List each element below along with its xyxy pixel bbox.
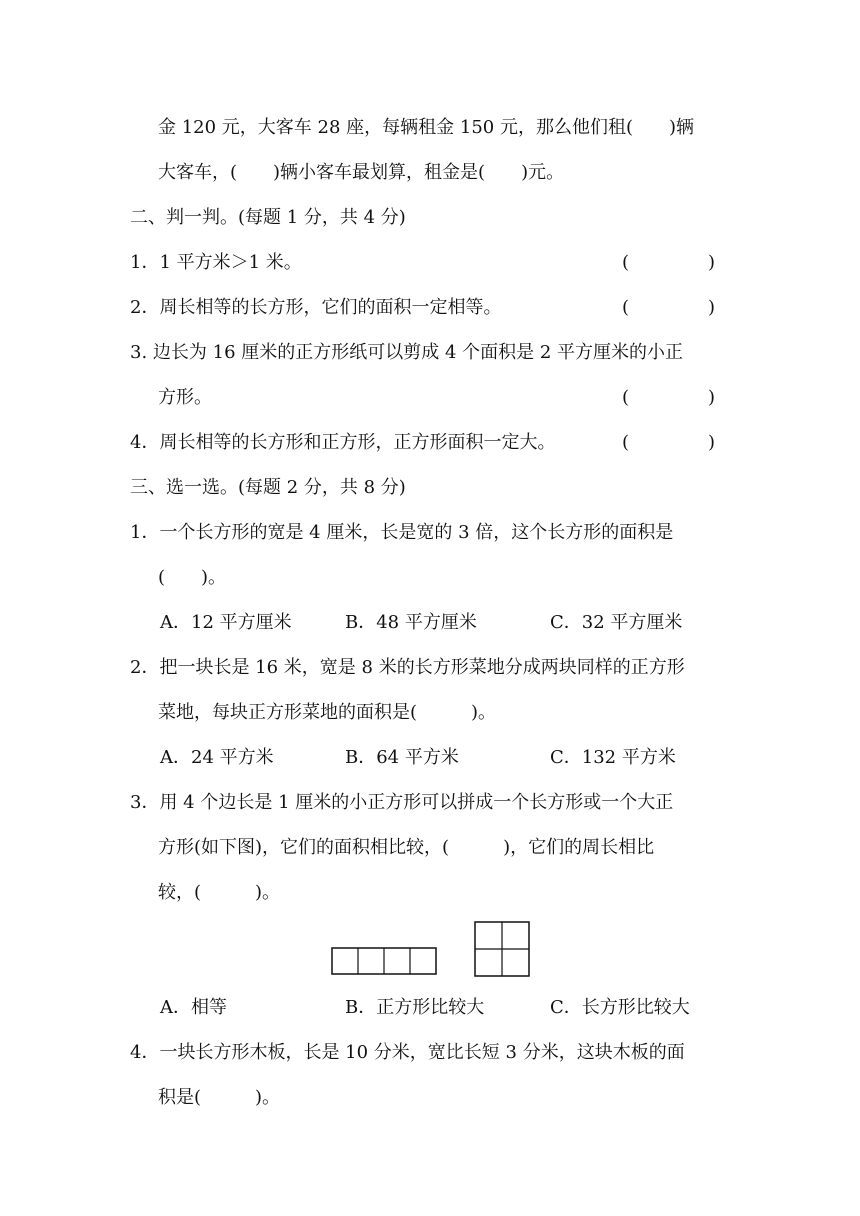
intro-line-1: 金 120 元，大客车 28 座，每辆租金 150 元，那么他们租( )辆 <box>158 117 694 138</box>
judge-item-3-cont: 方形。 <box>158 387 212 408</box>
q1-option-c: C．32 平方厘米 <box>550 612 683 633</box>
judge-2-paren-close: ) <box>708 297 716 318</box>
q2-option-a: A．24 平方米 <box>160 747 274 768</box>
square-figure <box>473 920 531 978</box>
q4-line-1: 4．一块长方形木板，长是 10 分米，宽比长短 3 分米，这块木板的面 <box>130 1042 685 1063</box>
q1-line-1: 1．一个长方形的宽是 4 厘米，长是宽的 3 倍，这个长方形的面积是 <box>130 522 674 543</box>
q2-option-c: C．132 平方米 <box>550 747 676 768</box>
q3-line-3: 较，( )。 <box>158 882 281 903</box>
section2-title: 二、判一判。(每题 1 分，共 4 分) <box>130 207 406 228</box>
judge-4-paren-close: ) <box>708 432 716 453</box>
q3-option-b: B．正方形比较大 <box>345 997 485 1018</box>
judge-item-2: 2．周长相等的长方形，它们的面积一定相等。 <box>130 297 502 318</box>
rectangle-figure <box>330 946 438 976</box>
judge-4-paren-open: ( <box>622 432 630 453</box>
judge-3-paren-open: ( <box>622 387 630 408</box>
judge-1-paren-close: ) <box>708 252 716 273</box>
q1-option-a: A．12 平方厘米 <box>160 612 292 633</box>
judge-item-3: 3. 边长为 16 厘米的正方形纸可以剪成 4 个面积是 2 平方厘米的小正 <box>130 342 684 363</box>
q2-line-2: 菜地，每块正方形菜地的面积是( )。 <box>158 702 497 723</box>
q2-line-1: 2．把一块长是 16 米，宽是 8 米的长方形菜地分成两块同样的正方形 <box>130 657 685 678</box>
intro-line-2: 大客车，( )辆小客车最划算，租金是( )元。 <box>158 162 565 183</box>
judge-1-paren-open: ( <box>622 252 630 273</box>
q3-option-a: A．相等 <box>160 997 227 1018</box>
section3-title: 三、选一选。(每题 2 分，共 8 分) <box>130 477 406 498</box>
judge-item-1: 1．1 平方米＞1 米。 <box>130 252 302 273</box>
q3-line-1: 3．用 4 个边长是 1 厘米的小正方形可以拼成一个长方形或一个大正 <box>130 792 674 813</box>
judge-3-paren-close: ) <box>708 387 716 408</box>
q1-line-2: ( )。 <box>158 567 227 588</box>
q1-option-b: B．48 平方厘米 <box>345 612 477 633</box>
q3-option-c: C．长方形比较大 <box>550 997 690 1018</box>
judge-item-4: 4．周长相等的长方形和正方形，正方形面积一定大。 <box>130 432 556 453</box>
q3-line-2: 方形(如下图)，它们的面积相比较，( )，它们的周长相比 <box>158 837 655 858</box>
q4-line-2: 积是( )。 <box>158 1087 281 1108</box>
judge-2-paren-open: ( <box>622 297 630 318</box>
q2-option-b: B．64 平方米 <box>345 747 459 768</box>
